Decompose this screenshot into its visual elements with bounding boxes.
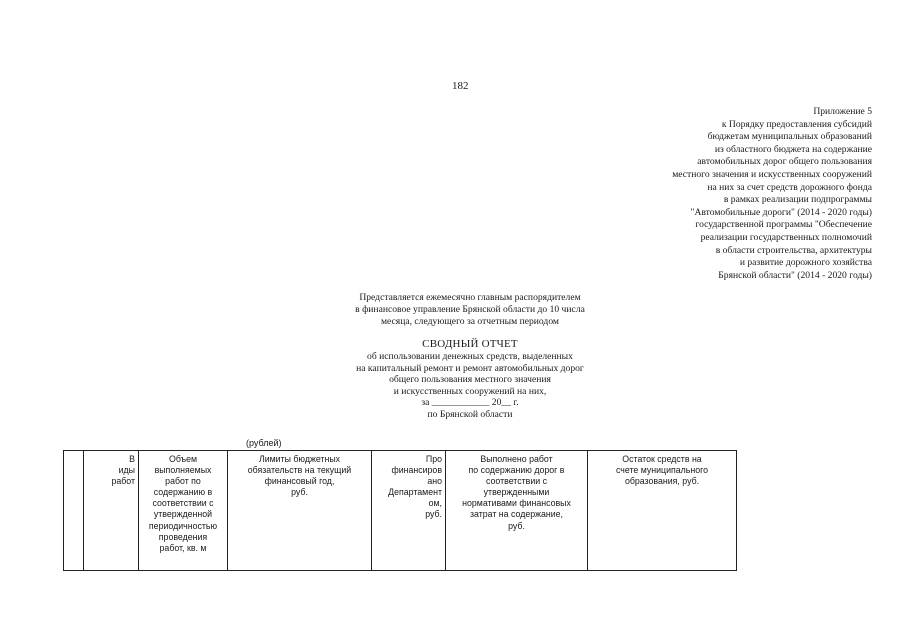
appendix-line: Приложение 5 bbox=[813, 106, 872, 117]
table-header-completed-works: Выполнено работ по содержанию дорог в соответствии с утвержденными нормативами финансовых затрат на содержание, руб. bbox=[446, 451, 588, 571]
report-subtitle bbox=[300, 351, 640, 421]
report-subtitle-line: об использовании денежных средств, выделенных bbox=[367, 351, 573, 362]
table-header-financed: Про финансиров ано Департамент ом, руб. bbox=[372, 451, 446, 571]
report-subtitle-line: общего пользования местного значения bbox=[389, 374, 551, 386]
appendix-line: в области строительства, архитектуры bbox=[715, 244, 872, 256]
appendix-line: в рамках реализации подпрограммы bbox=[723, 194, 872, 206]
appendix-line: государственной программы "Обеспечение bbox=[695, 219, 872, 231]
report-subtitle-line: на капитальный ремонт и ремонт автомобильных дорог bbox=[356, 362, 584, 374]
table-header-row bbox=[64, 451, 737, 571]
appendix-line: из областного бюджета на содержание bbox=[714, 143, 872, 155]
appendix-block bbox=[672, 106, 872, 282]
submission-line: Представляется ежемесячно главным распорядителем bbox=[359, 292, 581, 303]
appendix-line: и развитие дорожного хозяйства bbox=[739, 257, 872, 269]
appendix-line: автомобильных дорог общего пользования bbox=[697, 156, 872, 168]
table-header-work-types: В иды работ bbox=[84, 451, 139, 571]
appendix-line: Брянской области" (2014 - 2020 годы) bbox=[718, 269, 872, 281]
report-period-line: за ____________ 20__ г. bbox=[421, 397, 519, 409]
appendix-line: местного значения и искусственных сооружений bbox=[672, 168, 872, 180]
submission-line: месяца, следующего за отчетным периодом bbox=[380, 316, 560, 328]
page-number: 182 bbox=[452, 80, 469, 92]
report-subtitle-line: и искусственных сооружений на них, bbox=[393, 385, 547, 397]
submission-note bbox=[300, 292, 640, 329]
table-header-balance: Остаток средств на счете муниципального образования, руб. bbox=[588, 451, 737, 571]
appendix-line: на них за счет средств дорожного фонда bbox=[707, 181, 872, 193]
table-header-work-volume: Объем выполняемых работ по содержанию в соответствии с утвержденной периодичностью проведения работ, кв. м bbox=[139, 451, 228, 571]
table-header-cell-blank bbox=[64, 451, 84, 571]
submission-line: в финансовое управление Брянской области до 10 числа bbox=[355, 304, 585, 316]
units-label: (рублей) bbox=[246, 438, 282, 448]
appendix-line: бюджетам муниципальных образований bbox=[707, 131, 872, 143]
report-table bbox=[63, 450, 737, 571]
report-title: СВОДНЫЙ ОТЧЕТ bbox=[422, 338, 518, 350]
report-region-line: по Брянской области bbox=[427, 408, 513, 420]
appendix-line: к Порядку предоставления субсидий bbox=[721, 118, 872, 130]
appendix-line: реализации государственных полномочий bbox=[700, 231, 872, 243]
appendix-line: "Автомобильные дороги" (2014 - 2020 годы) bbox=[690, 206, 872, 218]
table-header-budget-limits: Лимиты бюджетных обязательств на текущий финансовый год, руб. bbox=[228, 451, 372, 571]
